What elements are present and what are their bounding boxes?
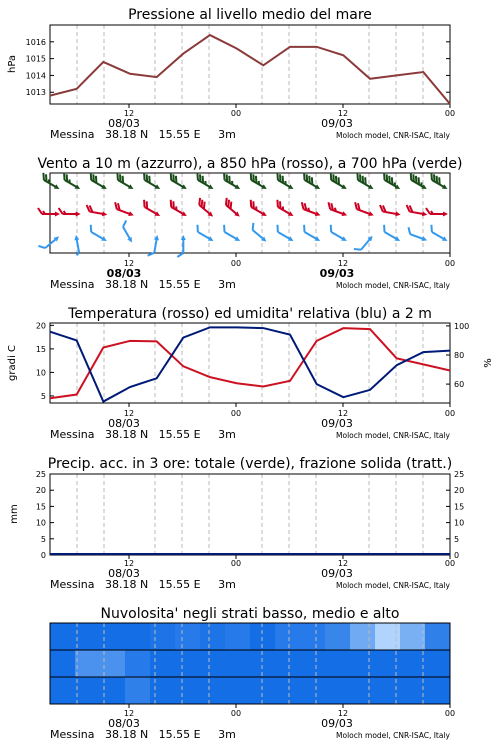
y-tick-label: 1014 (25, 71, 46, 81)
wind-barb (246, 173, 269, 191)
cloud-cell (425, 677, 451, 704)
cloud-cell (150, 650, 176, 677)
barb-feather (354, 246, 361, 253)
barb-feather (148, 252, 155, 257)
wind-barb (140, 200, 163, 218)
humidity-y-ticks (446, 322, 469, 389)
wind-barb (220, 225, 243, 243)
cloud-cell (300, 650, 326, 677)
cloud-cell (75, 650, 101, 677)
x-tick-label: 12 (123, 709, 135, 718)
y-tick-label: 25 (35, 470, 46, 479)
barb-shaft (305, 232, 317, 239)
temperature-x-ticks (124, 403, 455, 418)
cloud-cell (375, 677, 401, 704)
barb-feather (221, 225, 227, 232)
x-tick-label: 12 (337, 709, 349, 718)
barb-head (128, 211, 134, 217)
clouds-cells (50, 623, 451, 704)
barb-shaft (45, 239, 56, 248)
cloud-cell (50, 623, 76, 650)
wind-barb (326, 202, 350, 218)
wind-barb (326, 173, 349, 191)
temperature-source: Moloch model, CNR-ISAC, Italy (336, 431, 450, 440)
cloud-cell (125, 623, 151, 650)
y2-tick-label: 100 (454, 321, 470, 331)
temperature-y-label: gradi C (7, 345, 18, 381)
y-tick-label: 10 (35, 368, 46, 378)
x-tick-label: 12 (123, 109, 135, 118)
wind-barb (354, 232, 375, 254)
wind-barb (352, 202, 376, 218)
date-label: 08/03 (108, 117, 140, 130)
y-tick-label-right: 25 (454, 470, 465, 479)
wind-barb (406, 173, 429, 191)
y-tick-label-right: 20 (454, 486, 465, 496)
wind-barb (221, 198, 243, 219)
cloud-cell (175, 623, 201, 650)
barb-shaft (225, 232, 237, 239)
x-tick-label: 12 (337, 259, 349, 268)
wind-barb (113, 173, 136, 191)
wind-x-ticks (124, 253, 455, 268)
precip-series (50, 554, 450, 555)
cloud-cell (200, 677, 226, 704)
panel-wind (37, 156, 462, 291)
wind-barb (326, 225, 349, 243)
barb-shaft (91, 232, 103, 239)
y-tick-label-right: 0 (454, 551, 460, 560)
cloud-cell (400, 623, 426, 650)
cloud-cell (275, 677, 301, 704)
wind-barb (119, 220, 137, 243)
x-tick-label: 12 (337, 559, 349, 568)
wind-barb (379, 205, 402, 217)
clouds-location: Messina 38.18 N 15.55 E 3m (50, 728, 236, 741)
barb-feather (406, 227, 412, 234)
cloud-cell (125, 677, 151, 704)
date-label: 08/03 (108, 417, 140, 430)
barb-shaft (123, 227, 130, 239)
barb-feather (301, 225, 307, 232)
wind-barb (248, 223, 270, 244)
temperature-grid (77, 323, 423, 403)
wind-barb (39, 173, 62, 191)
x-tick-label: 00 (230, 559, 242, 568)
cloud-cell (175, 650, 201, 677)
cloud-cell (300, 677, 326, 704)
barb-head (74, 235, 80, 241)
barb-feather (59, 208, 63, 214)
wind-barb (193, 173, 216, 191)
cloud-cell (400, 650, 426, 677)
wind-title: Vento a 10 m (azzurro), a 850 hPa (rosso), a 700 hPa (verde) (37, 156, 463, 172)
barb-head (342, 211, 348, 217)
cloud-cell (350, 650, 376, 677)
barb-feather (274, 225, 280, 232)
cloud-cell (275, 650, 301, 677)
barb-feather (250, 223, 257, 230)
barb-feather (328, 225, 334, 232)
cloud-cell (150, 623, 176, 650)
wind-barb (380, 173, 403, 191)
y-tick-label: 20 (35, 321, 46, 331)
pressure-series (50, 35, 450, 104)
clouds-x-ticks (124, 704, 455, 718)
cloud-cell (75, 677, 101, 704)
precip-plot-frame (50, 474, 450, 555)
date-label: 09/03 (321, 717, 353, 730)
cloud-cell (350, 677, 376, 704)
y-tick-label: 0 (40, 551, 46, 560)
wind-barb (299, 202, 323, 218)
wind-barb (166, 173, 189, 191)
precip-source: Moloch model, CNR-ISAC, Italy (336, 581, 450, 590)
cloud-cell (75, 623, 101, 650)
y2-tick-label: 60 (454, 380, 465, 390)
cloud-cell (200, 650, 226, 677)
pressure-x-ticks (124, 104, 455, 118)
x-tick-label: 00 (230, 409, 242, 418)
wind-barb (38, 208, 60, 217)
x-tick-label: 00 (444, 709, 456, 718)
precip-y-ticks (36, 470, 464, 560)
barb-shaft (278, 232, 290, 239)
cloud-cell (250, 677, 276, 704)
y2-tick-label: 80 (454, 351, 465, 360)
barb-shaft (410, 234, 423, 239)
date-label: 09/03 (321, 567, 353, 580)
cloud-cell (50, 650, 76, 677)
wind-barb (140, 173, 163, 191)
date-label: 09/03 (321, 417, 353, 430)
barb-feather (426, 208, 430, 214)
y-tick-label-right: 5 (454, 534, 460, 544)
humidity-y-label: % (483, 358, 494, 368)
wind-barb (60, 173, 83, 191)
pressure-grid (77, 25, 423, 104)
cloud-cell (150, 677, 176, 704)
cloud-cell (375, 623, 401, 650)
cloud-cell (400, 677, 426, 704)
x-tick-label: 12 (123, 559, 135, 568)
y-tick-label: 1013 (25, 88, 46, 98)
cloud-cell (350, 623, 376, 650)
temperature-y-ticks (36, 321, 54, 401)
cloud-cell (225, 677, 251, 704)
y-tick-label-right: 10 (454, 518, 465, 528)
wind-barb (405, 205, 428, 217)
barb-head (55, 212, 60, 217)
barb-feather (121, 220, 128, 226)
date-label: 09/03 (321, 117, 353, 130)
clouds-title: Nuvolosita' negli strati basso, medio e alto (100, 606, 400, 622)
pressure-line (50, 35, 450, 104)
wind-barb (148, 234, 160, 257)
wind-barb (300, 225, 323, 243)
y-tick-label-right: 15 (454, 502, 465, 512)
wind-barb (85, 205, 108, 217)
cloud-cell (425, 650, 451, 677)
wind-barb (427, 173, 450, 191)
y-tick-label: 5 (40, 534, 46, 544)
cloud-cell (175, 677, 201, 704)
wind-barb (246, 200, 269, 218)
barb-feather (194, 225, 200, 232)
cloud-cell (375, 650, 401, 677)
x-tick-label: 00 (444, 259, 456, 268)
panel-pressure (7, 7, 455, 141)
barb-feather (38, 208, 42, 214)
barb-feather (428, 225, 434, 232)
wind-location: Messina 38.18 N 15.55 E 3m (50, 278, 236, 291)
panel-precipitation (9, 456, 464, 591)
cloud-cell (250, 650, 276, 677)
wind-barb (273, 173, 296, 191)
precip-x-ticks (124, 555, 455, 568)
barb-feather (177, 253, 183, 257)
barb-feather (381, 225, 387, 232)
pressure-title: Pressione al livello medio del mare (128, 7, 372, 23)
x-tick-label: 00 (444, 559, 456, 568)
y-tick-label: 1016 (25, 37, 46, 47)
y-tick-label: 15 (35, 344, 46, 354)
temperature-line (50, 328, 450, 398)
date-label: 08/03 (108, 717, 140, 730)
cloud-cell (250, 623, 276, 650)
x-tick-label: 00 (230, 109, 242, 118)
pressure-y-label: hPa (7, 54, 18, 74)
cloud-cell (50, 677, 76, 704)
cloud-cell (300, 623, 326, 650)
wind-barb (380, 225, 403, 243)
wind-barb (86, 173, 109, 191)
wind-barb (220, 173, 243, 191)
wind-barb (86, 225, 109, 243)
y-tick-label: 20 (35, 486, 46, 496)
cloud-cell (275, 623, 301, 650)
barb-shaft (154, 239, 156, 253)
pressure-y-ticks (26, 38, 450, 97)
barb-head (422, 236, 428, 242)
wind-barb (426, 208, 448, 217)
barb-shaft (385, 232, 397, 239)
wind-barb (300, 173, 323, 191)
x-tick-label: 00 (230, 259, 242, 268)
y-tick-label: 1015 (25, 54, 46, 64)
cloud-cell (225, 623, 251, 650)
cloud-cell (200, 623, 226, 650)
humidity-line (50, 327, 450, 401)
y-tick-label: 5 (40, 391, 46, 401)
wind-barb (273, 225, 296, 243)
x-tick-label: 00 (444, 409, 456, 418)
barb-head (102, 211, 108, 217)
x-tick-label: 12 (337, 109, 349, 118)
barb-head (76, 212, 81, 217)
pressure-location: Messina 38.18 N 15.55 E 3m (50, 128, 236, 141)
temperature-plot-frame (50, 323, 450, 403)
cloud-cell (325, 623, 351, 650)
barb-shaft (198, 232, 210, 239)
pressure-source: Moloch model, CNR-ISAC, Italy (336, 131, 450, 140)
cloud-cell (425, 623, 451, 650)
temperature-series (50, 327, 450, 401)
y-tick-label: 10 (35, 518, 46, 528)
panel-clouds (50, 606, 455, 741)
temperature-title: Temperatura (rosso) ed umidita' relativa (blu) a 2 m (68, 306, 432, 322)
barb-shaft (331, 232, 343, 239)
precip-title: Precip. acc. in 3 ore: totale (verde), frazione solida (tratt.) (47, 456, 453, 472)
wind-barb (112, 202, 136, 218)
wind-barb (193, 225, 216, 243)
clouds-source: Moloch model, CNR-ISAC, Italy (336, 731, 450, 740)
cloud-cell (225, 650, 251, 677)
precip-y-label: mm (9, 504, 20, 524)
cloud-cell (325, 650, 351, 677)
cloud-cell (125, 650, 151, 677)
wind-barb (353, 173, 376, 191)
y-tick-label: 15 (35, 502, 46, 512)
wind-barb (406, 227, 430, 243)
precip-location: Messina 38.18 N 15.55 E 3m (50, 578, 236, 591)
x-tick-label: 00 (444, 109, 456, 118)
precip-grid (77, 474, 423, 555)
wind-barbs (38, 173, 450, 257)
wind-barb (427, 225, 450, 243)
wind-barb (273, 200, 296, 218)
barb-feather (38, 243, 45, 250)
date-label: 08/03 (108, 567, 140, 580)
wind-barb (195, 198, 217, 219)
x-tick-label: 12 (123, 409, 135, 418)
date-label: 09/03 (319, 267, 355, 280)
panel-temperature (7, 306, 494, 441)
wind-source: Moloch model, CNR-ISAC, Italy (336, 281, 450, 290)
barb-feather (88, 225, 94, 232)
x-tick-label: 12 (123, 259, 135, 268)
barb-head (443, 212, 448, 217)
temperature-location: Messina 38.18 N 15.55 E 3m (50, 428, 236, 441)
x-tick-label: 00 (230, 709, 242, 718)
date-label: 08/03 (106, 267, 142, 280)
wind-barb (166, 200, 189, 218)
x-tick-label: 12 (337, 409, 349, 418)
barb-shaft (432, 232, 444, 239)
cloud-cell (325, 677, 351, 704)
